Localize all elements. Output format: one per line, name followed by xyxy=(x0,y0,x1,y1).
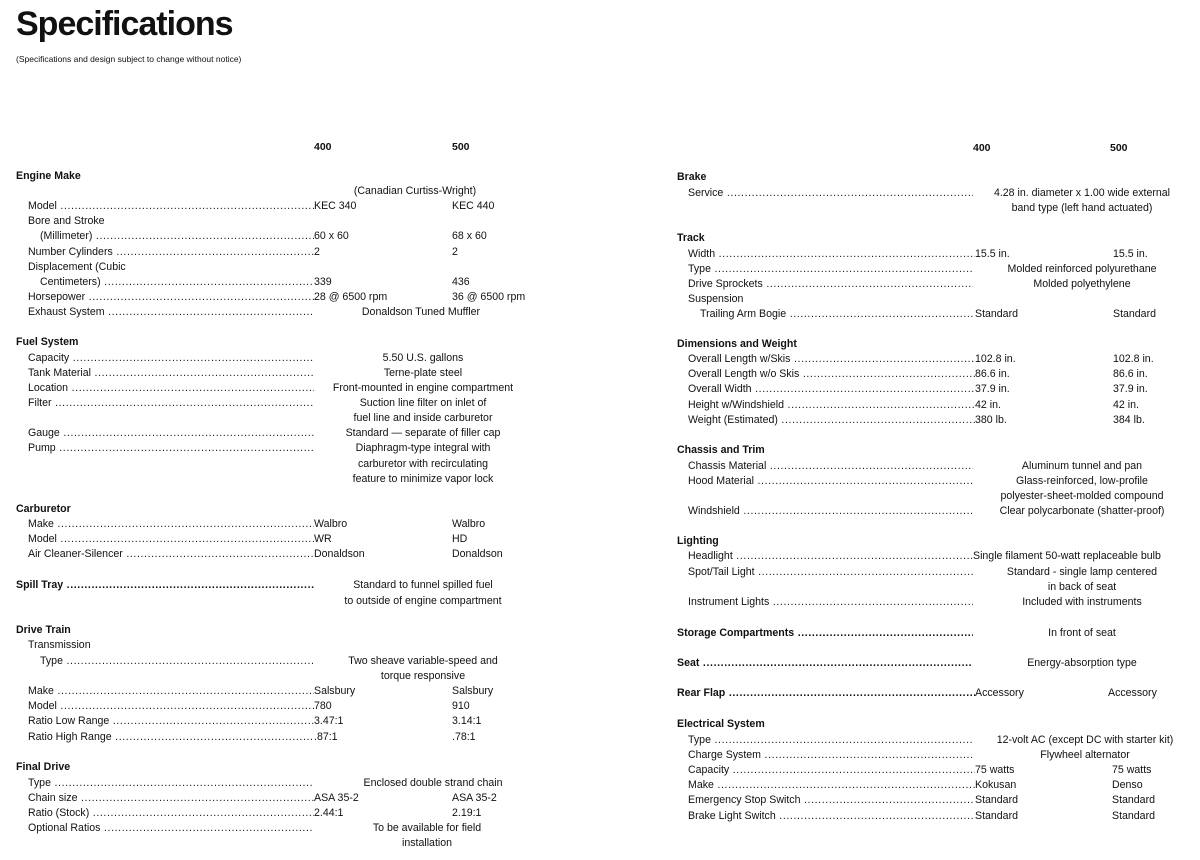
spec-label: Exhaust System ..... xyxy=(28,306,314,318)
spec-value-500: 68 x 60 xyxy=(452,230,487,242)
section-heading-dimensions-weight: Dimensions and Weight xyxy=(677,338,797,350)
spec-label: Tank Material ..... xyxy=(28,367,314,379)
spec-label: Hood Material ..... xyxy=(688,475,973,487)
section-heading-storage: Storage Compartments ..... xyxy=(677,627,973,639)
spec-value: to outside of engine compartment xyxy=(344,595,502,607)
spec-label: Headlight ..... xyxy=(688,550,973,562)
spec-value-400: Accessory xyxy=(975,687,1024,699)
spec-label: Capacity ..... xyxy=(688,764,975,776)
spec-label: Pump ..... xyxy=(28,442,314,454)
spec-label: Charge System ..... xyxy=(688,749,973,761)
spec-value: feature to minimize vapor lock xyxy=(352,473,494,485)
spec-value-500: Standard xyxy=(1112,810,1155,822)
spec-value-500: KEC 440 xyxy=(452,200,495,212)
spec-value-400: Donaldson xyxy=(314,548,365,560)
spec-value-500: 2.19:1 xyxy=(452,807,482,819)
spec-value-400: 60 x 60 xyxy=(314,230,349,242)
spec-value-400: Standard xyxy=(975,810,1018,822)
spec-value: Molded reinforced polyurethane xyxy=(1007,263,1157,275)
spec-label: Ratio Low Range ..... xyxy=(28,715,314,727)
spec-value-500: Denso xyxy=(1112,779,1143,791)
spec-value: Suction line filter on inlet of xyxy=(359,397,487,409)
spec-value: 5.50 U.S. gallons xyxy=(382,352,464,364)
spec-value: In front of seat xyxy=(1048,627,1116,639)
spec-label: Displacement (Cubic xyxy=(28,261,126,273)
spec-value: To be available for field xyxy=(372,822,482,834)
spec-value-500: .78:1 xyxy=(452,731,476,743)
spec-value-400: 15.5 in. xyxy=(975,248,1010,260)
spec-value: Two sheave variable-speed and xyxy=(348,655,498,667)
spec-value-500: Donaldson xyxy=(452,548,503,560)
right-column-head-500: 500 xyxy=(1110,142,1128,154)
spec-value-400: .87:1 xyxy=(314,731,338,743)
spec-value: fuel line and inside carburetor xyxy=(353,412,493,424)
section-heading-spill-tray: Spill Tray ..... xyxy=(16,579,314,591)
section-heading-engine-make: Engine Make xyxy=(16,170,81,182)
spec-label: Windshield ..... xyxy=(688,505,973,517)
spec-label: Ratio High Range ..... xyxy=(28,731,314,743)
spec-value-500: 75 watts xyxy=(1112,764,1152,776)
spec-value-500: 910 xyxy=(452,700,470,712)
section-heading-chassis-trim: Chassis and Trim xyxy=(677,444,765,456)
spec-label: (Millimeter) ..... xyxy=(40,230,314,242)
spec-value-400: 86.6 in. xyxy=(975,368,1010,380)
spec-label: Gauge ..... xyxy=(28,427,314,439)
spec-label: Width ..... xyxy=(688,248,975,260)
section-heading-final-drive: Final Drive xyxy=(16,761,71,773)
spec-value: Front-mounted in engine compartment xyxy=(332,382,514,394)
spec-value-400: Standard xyxy=(975,308,1018,320)
spec-value-400: WR xyxy=(314,533,332,545)
spec-value-400: KEC 340 xyxy=(314,200,357,212)
spec-label: Type ..... xyxy=(688,263,973,275)
spec-label: Model ..... xyxy=(28,700,314,712)
spec-label: Height w/Windshield ..... xyxy=(688,399,975,411)
spec-value: in back of seat xyxy=(1047,581,1117,593)
section-heading-rear-flap: Rear Flap ..... xyxy=(677,687,975,699)
spec-value-500: HD xyxy=(452,533,468,545)
spec-label: Type ..... xyxy=(688,734,973,746)
spec-label: Number Cylinders ..... xyxy=(28,246,314,258)
spec-label: Location ..... xyxy=(28,382,314,394)
spec-value: band type (left hand actuated) xyxy=(1011,202,1153,214)
spec-value-500: 36 @ 6500 rpm xyxy=(452,291,526,303)
spec-value-500: Standard xyxy=(1113,308,1156,320)
spec-value: Diaphragm-type integral with xyxy=(355,442,491,454)
spec-value-500: 436 xyxy=(452,276,470,288)
spec-value: carburetor with recirculating xyxy=(357,458,489,470)
spec-value-400: 37.9 in. xyxy=(975,383,1010,395)
spec-value-400: Walbro xyxy=(314,518,348,530)
spec-label: Ratio (Stock) ..... xyxy=(28,807,314,819)
spec-value-400: Kokusan xyxy=(975,779,1017,791)
spec-label: Drive Sprockets ..... xyxy=(688,278,973,290)
spec-value-400: ASA 35-2 xyxy=(314,792,359,804)
spec-value-400: 28 @ 6500 rpm xyxy=(314,291,388,303)
spec-value-500: 3.14:1 xyxy=(452,715,482,727)
section-heading-lighting: Lighting xyxy=(677,535,719,547)
spec-value: installation xyxy=(401,837,453,849)
spec-value: polyester-sheet-molded compound xyxy=(1000,490,1164,502)
spec-label: Model ..... xyxy=(28,200,314,212)
spec-value: Aluminum tunnel and pan xyxy=(1021,460,1143,472)
spec-label: Instrument Lights ..... xyxy=(688,596,973,608)
section-heading-track: Track xyxy=(677,232,705,244)
spec-value: Clear polycarbonate (shatter-proof) xyxy=(999,505,1165,517)
left-column-head-500: 500 xyxy=(452,141,470,153)
spec-label: Horsepower ..... xyxy=(28,291,314,303)
spec-label: Type ..... xyxy=(40,655,314,667)
spec-value-500: 42 in. xyxy=(1113,399,1139,411)
spec-value: Flywheel alternator xyxy=(1040,749,1130,761)
spec-label: Capacity ..... xyxy=(28,352,314,364)
spec-value: Single filament 50-watt replaceable bulb xyxy=(973,550,1161,562)
spec-label: Filter ..... xyxy=(28,397,314,409)
spec-label: Transmission xyxy=(28,639,91,651)
spec-value-500: 37.9 in. xyxy=(1113,383,1148,395)
spec-label: Bore and Stroke xyxy=(28,215,105,227)
spec-value-500: 102.8 in. xyxy=(1113,353,1154,365)
section-heading-seat: Seat ..... xyxy=(677,657,973,669)
spec-label: Type ..... xyxy=(28,777,314,789)
spec-value-400: 102.8 in. xyxy=(975,353,1016,365)
spec-label: Chassis Material ..... xyxy=(688,460,973,472)
section-heading-brake: Brake xyxy=(677,171,707,183)
spec-label: Trailing Arm Bogie ..... xyxy=(700,308,975,320)
spec-label: Optional Ratios ..... xyxy=(28,822,314,834)
spec-label: Service ..... xyxy=(688,187,973,199)
spec-value-400: 339 xyxy=(314,276,332,288)
spec-value-400: 2.44:1 xyxy=(314,807,344,819)
left-column-head-400: 400 xyxy=(314,141,332,153)
spec-value: (Canadian Curtiss-Wright) xyxy=(353,185,477,197)
spec-value-500: Standard xyxy=(1112,794,1155,806)
spec-label: Overall Length w/o Skis ..... xyxy=(688,368,975,380)
spec-label: Spot/Tail Light ..... xyxy=(688,566,973,578)
spec-value-500: 384 lb. xyxy=(1113,414,1145,426)
section-heading-carburetor: Carburetor xyxy=(16,503,71,515)
spec-label: Centimeters) ..... xyxy=(40,276,314,288)
spec-value: Glass-reinforced, low-profile xyxy=(1016,475,1148,487)
spec-value-400: Standard xyxy=(975,794,1018,806)
spec-value-500: 15.5 in. xyxy=(1113,248,1148,260)
spec-value: Standard to funnel spilled fuel xyxy=(353,579,493,591)
right-column-head-400: 400 xyxy=(973,142,991,154)
spec-label: Make ..... xyxy=(688,779,975,791)
spec-value: 4.28 in. diameter x 1.00 wide external xyxy=(993,187,1171,199)
spec-value-500: 2 xyxy=(452,246,458,258)
spec-label: Weight (Estimated) ..... xyxy=(688,414,975,426)
spec-value-400: 2 xyxy=(314,246,320,258)
spec-label: Model ..... xyxy=(28,533,314,545)
section-heading-electrical: Electrical System xyxy=(677,718,765,730)
spec-label: Emergency Stop Switch ..... xyxy=(688,794,975,806)
spec-value: Enclosed double strand chain xyxy=(363,777,503,789)
spec-value-500: Walbro xyxy=(452,518,486,530)
spec-label: Overall Width ..... xyxy=(688,383,975,395)
spec-value-500: 86.6 in. xyxy=(1113,368,1148,380)
spec-value-400: 75 watts xyxy=(975,764,1015,776)
spec-value-400: 3.47:1 xyxy=(314,715,344,727)
spec-label: Overall Length w/Skis ..... xyxy=(688,353,975,365)
spec-label: Suspension xyxy=(688,293,744,305)
section-heading-drive-train: Drive Train xyxy=(16,624,71,636)
spec-value: Standard - single lamp centered xyxy=(1006,566,1158,578)
spec-value: Standard — separate of filler cap xyxy=(345,427,501,439)
spec-value-400: 42 in. xyxy=(975,399,1001,411)
spec-value: Energy-absorption type xyxy=(1027,657,1137,669)
spec-value: Included with instruments xyxy=(1022,596,1142,608)
page-title: Specifications xyxy=(16,5,233,43)
page-subtitle: (Specifications and design subject to change without notice) xyxy=(16,54,242,64)
spec-value-500: Salsbury xyxy=(452,685,494,697)
spec-label: Make ..... xyxy=(28,685,314,697)
spec-value: Donaldson Tuned Muffler xyxy=(361,306,481,318)
spec-label: Make ..... xyxy=(28,518,314,530)
spec-value-500: Accessory xyxy=(1108,687,1157,699)
spec-value: torque responsive xyxy=(380,670,466,682)
spec-value-400: 780 xyxy=(314,700,332,712)
spec-value: 12-volt AC (except DC with starter kit) xyxy=(996,734,1174,746)
spec-value-400: Salsbury xyxy=(314,685,356,697)
spec-value: Terne-plate steel xyxy=(383,367,463,379)
spec-value-400: 380 lb. xyxy=(975,414,1007,426)
spec-value: Molded polyethylene xyxy=(1033,278,1131,290)
spec-label: Air Cleaner-Silencer ..... xyxy=(28,548,314,560)
spec-value-500: ASA 35-2 xyxy=(452,792,497,804)
spec-label: Chain size ..... xyxy=(28,792,314,804)
section-heading-fuel-system: Fuel System xyxy=(16,336,79,348)
spec-label: Brake Light Switch ..... xyxy=(688,810,975,822)
